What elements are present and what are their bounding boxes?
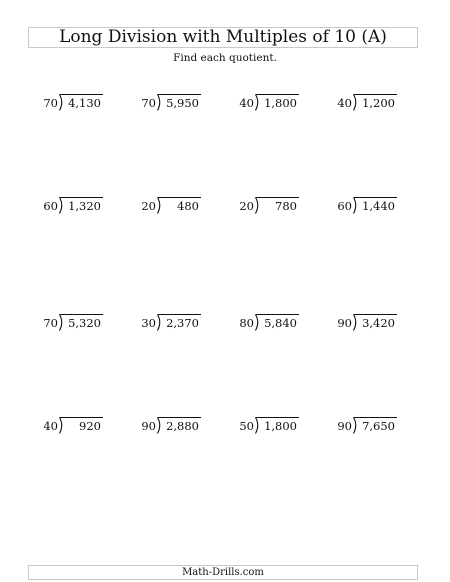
division-problem (330, 313, 410, 333)
dividend: 1,320 (68, 199, 101, 213)
dividend: 4,130 (68, 96, 101, 110)
divisor: 70 (43, 96, 58, 110)
divisor: 40 (43, 419, 58, 433)
division-problem (232, 196, 312, 216)
division-problem (36, 196, 116, 216)
dividend: 1,800 (264, 419, 297, 433)
divisor: 50 (239, 419, 254, 433)
division-problem (36, 93, 116, 113)
divisor: 60 (337, 199, 352, 213)
division-problem (36, 416, 116, 436)
division-problem (330, 196, 410, 216)
dividend: 5,320 (68, 316, 101, 330)
division-problem (36, 313, 116, 333)
dividend: 2,370 (166, 316, 199, 330)
instructions: Find each quotient. (173, 52, 277, 64)
divisor: 30 (141, 316, 156, 330)
dividend: 480 (177, 199, 199, 213)
divisor: 90 (337, 419, 352, 433)
division-problem (232, 93, 312, 113)
division-problem (330, 93, 410, 113)
division-problem (330, 416, 410, 436)
divisor: 40 (239, 96, 254, 110)
footer-site-name: Math-Drills.com (28, 565, 418, 580)
division-problem (232, 416, 312, 436)
divisor: 40 (337, 96, 352, 110)
dividend: 3,420 (362, 316, 395, 330)
divisor: 70 (43, 316, 58, 330)
divisor: 70 (141, 96, 156, 110)
dividend: 1,800 (264, 96, 297, 110)
division-problem (134, 416, 214, 436)
worksheet-title: Long Division with Multiples of 10 (A) (28, 27, 418, 48)
divisor: 20 (239, 199, 254, 213)
dividend: 920 (79, 419, 101, 433)
divisor: 60 (43, 199, 58, 213)
divisor: 20 (141, 199, 156, 213)
division-problem (134, 313, 214, 333)
dividend: 5,950 (166, 96, 199, 110)
division-problem (134, 93, 214, 113)
divisor: 90 (337, 316, 352, 330)
dividend: 5,840 (264, 316, 297, 330)
dividend: 780 (275, 199, 297, 213)
divisor: 80 (239, 316, 254, 330)
dividend: 1,200 (362, 96, 395, 110)
division-problem (232, 313, 312, 333)
divisor: 90 (141, 419, 156, 433)
division-problem (134, 196, 214, 216)
dividend: 7,650 (362, 419, 395, 433)
dividend: 1,440 (362, 199, 395, 213)
dividend: 2,880 (166, 419, 199, 433)
